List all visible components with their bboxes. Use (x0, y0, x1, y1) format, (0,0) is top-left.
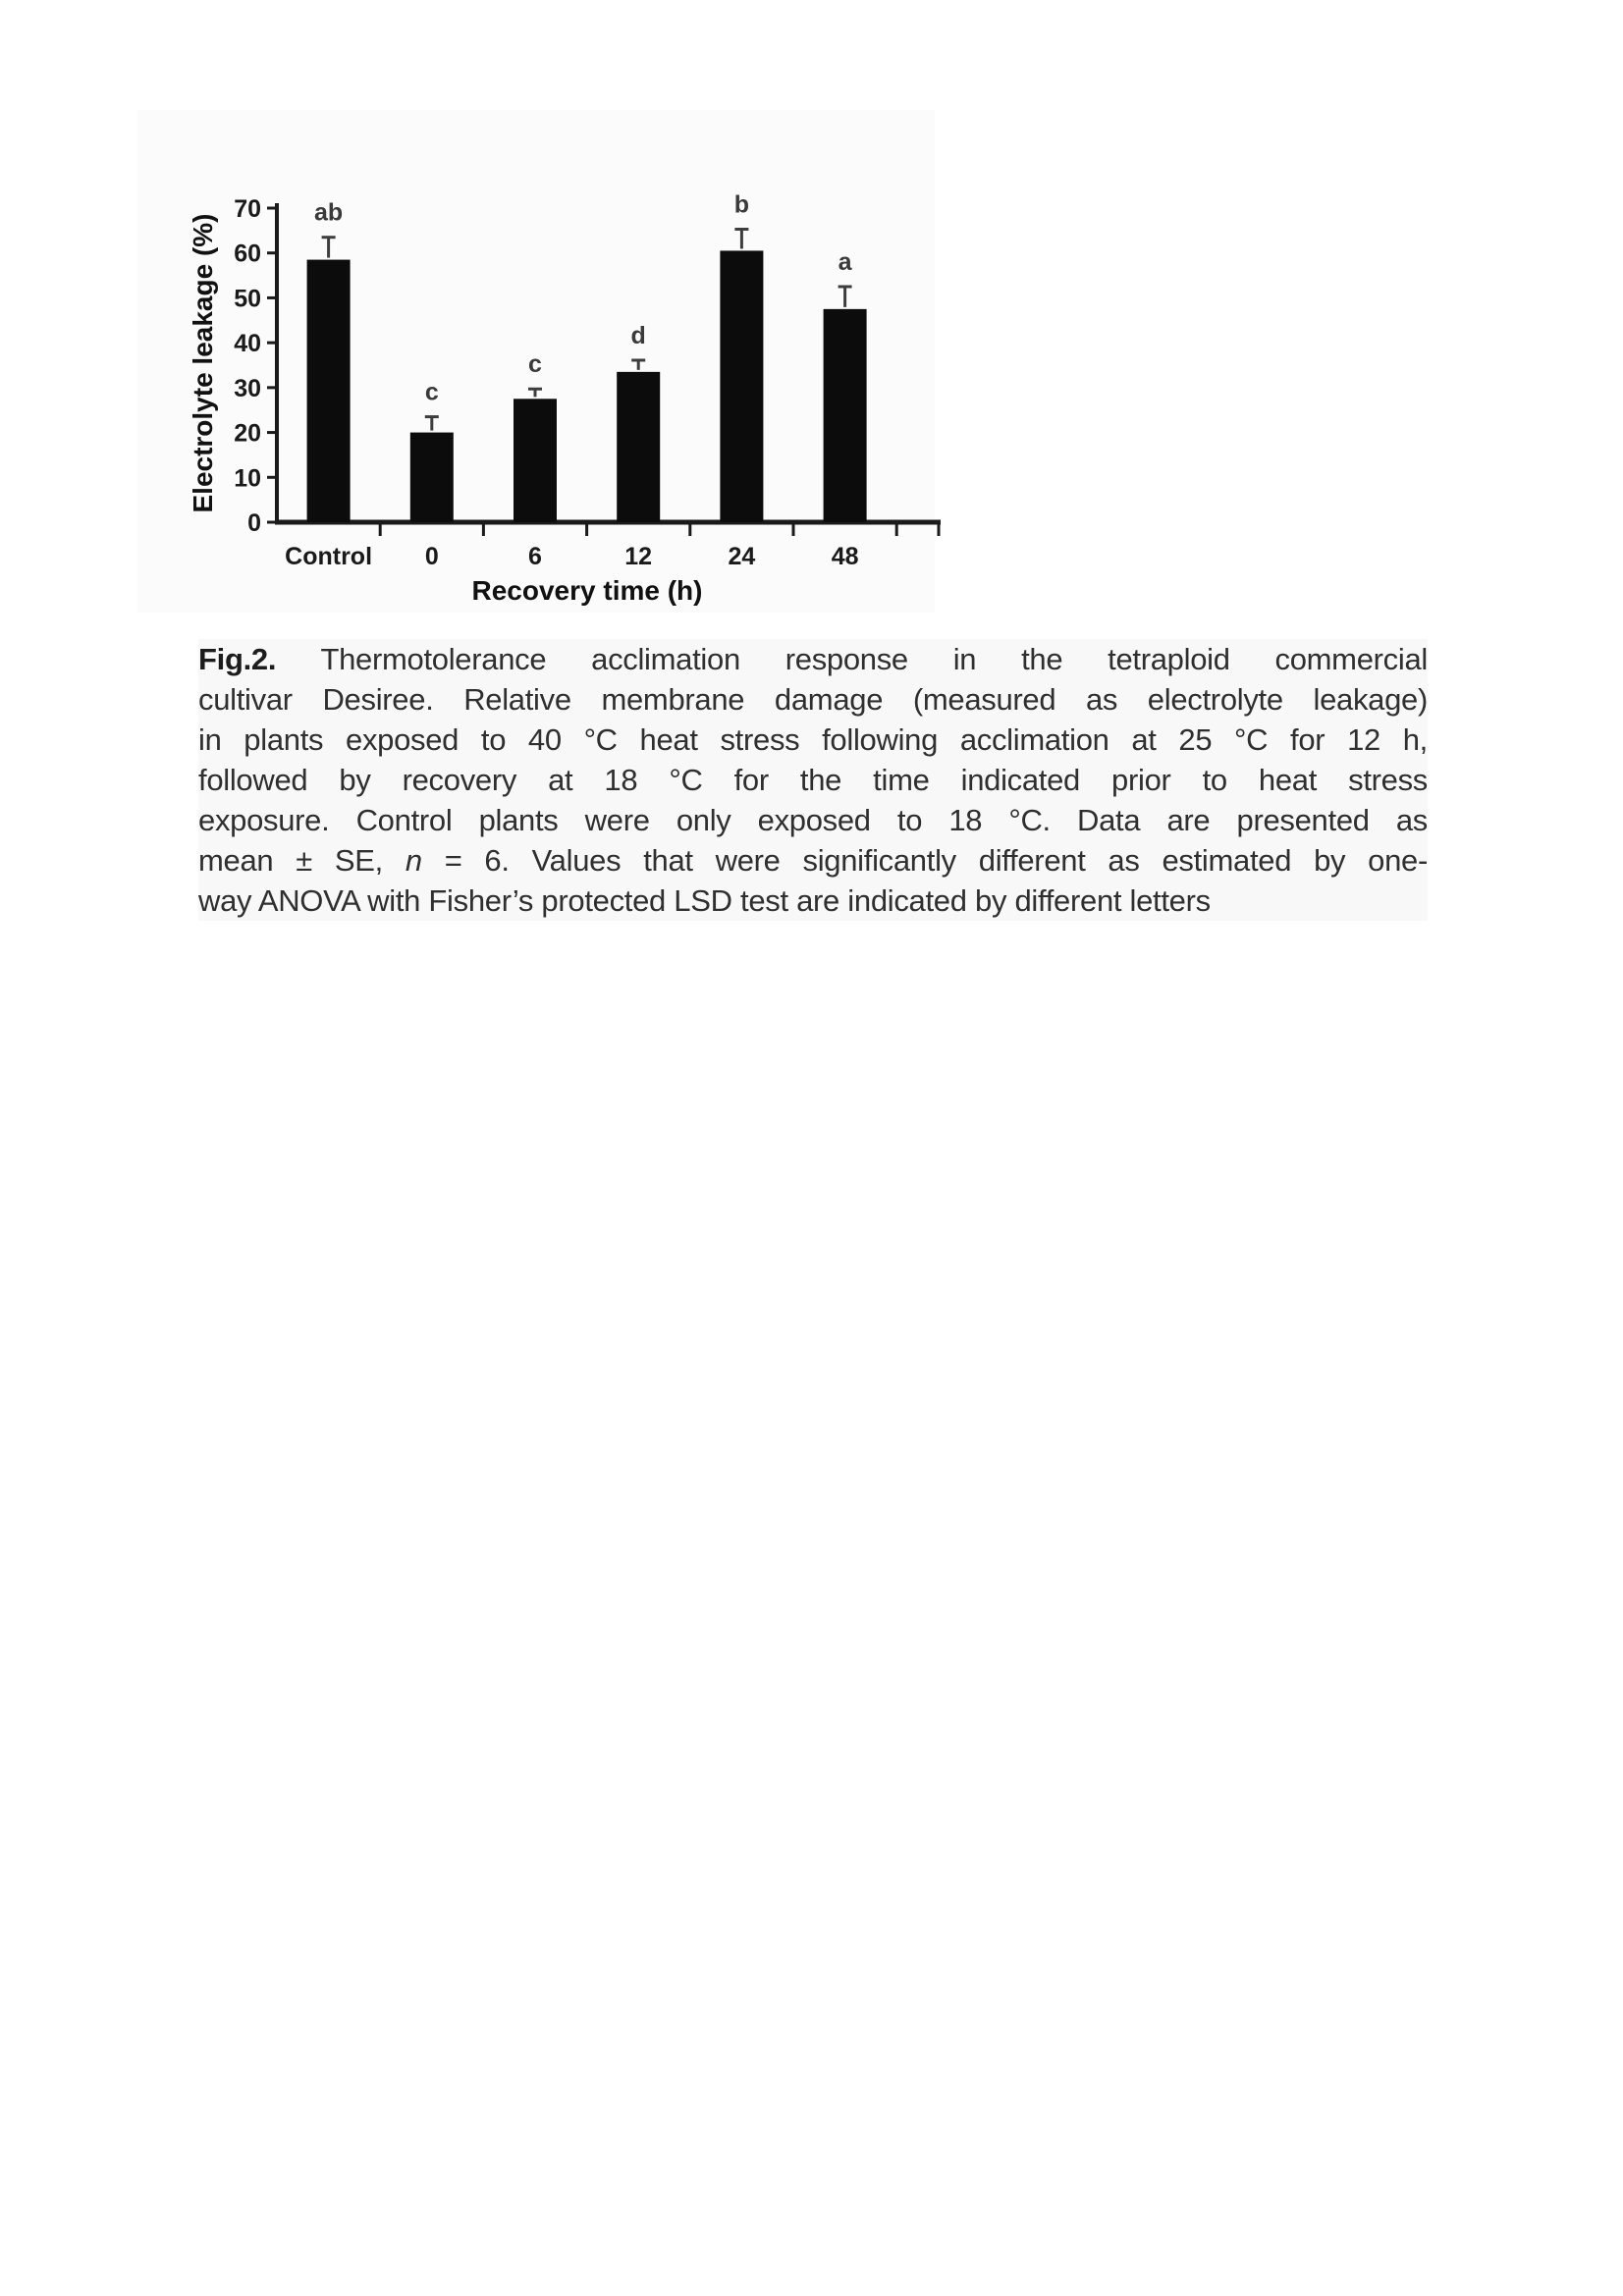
significance-letter: c (424, 378, 439, 406)
significance-letter: ab (314, 198, 344, 227)
y-tick-label: 50 (234, 285, 261, 313)
significance-letter: d (630, 321, 646, 349)
figure-caption (198, 639, 1428, 921)
bar (824, 309, 867, 522)
x-tick-label: 12 (624, 543, 653, 570)
caption-line (198, 720, 1428, 760)
bar (410, 433, 454, 522)
bar (514, 399, 557, 522)
y-tick-label: 40 (234, 330, 261, 358)
x-tick-label: 0 (424, 543, 439, 570)
caption-text: in plants exposed to 40 °C heat stress following acclimation at 25 °C for 12 h, (198, 722, 1428, 757)
caption-text: Thermotolerance acclimation response in the tetraploid commercial (276, 642, 1428, 676)
caption-text: n (405, 843, 422, 878)
figure-2 (0, 0, 1623, 982)
significance-letter: b (733, 190, 750, 219)
bar-chart (0, 0, 992, 648)
caption-text: exposure. Control plants were only exposed to 18 °C. Data are presented as (198, 803, 1428, 837)
y-tick-label: 20 (234, 419, 261, 448)
y-tick-label: 0 (247, 509, 261, 537)
caption-line (198, 800, 1428, 840)
caption-line (198, 639, 1428, 679)
caption-line (198, 760, 1428, 800)
x-tick-label: 48 (831, 543, 859, 570)
x-tick-label: 24 (728, 543, 756, 570)
caption-text: way ANOVA with Fisher’s protected LSD test are indicated by different letters (198, 883, 1211, 918)
significance-letter: c (528, 350, 542, 379)
bar (617, 372, 660, 522)
x-axis-label: Recovery time (h) (471, 575, 703, 606)
significance-letter: a (838, 248, 852, 276)
y-tick-label: 60 (234, 240, 261, 268)
caption-line (198, 840, 1428, 881)
bar-chart-canvas (0, 0, 992, 648)
caption-figure-label: Fig.2. (198, 642, 277, 676)
x-tick-label: Control (285, 543, 373, 570)
bar (307, 260, 351, 522)
bar (720, 250, 763, 522)
y-tick-label: 10 (234, 464, 261, 493)
caption-line (198, 881, 1428, 921)
caption-text: cultivar Desiree. Relative membrane damage (measured as electrolyte leakage) (198, 682, 1428, 717)
y-tick-label: 30 (234, 374, 261, 402)
caption-text: = 6. Values that were significantly different as estimated by one- (421, 843, 1428, 878)
caption-text: followed by recovery at 18 °C for the time indicated prior to heat stress (198, 763, 1428, 797)
y-tick-label: 70 (234, 195, 261, 223)
caption-text: mean ± SE, (198, 843, 406, 878)
x-tick-label: 6 (528, 543, 542, 570)
caption-line (198, 679, 1428, 720)
y-axis-label: Electrolyte leakage (%) (188, 213, 218, 513)
